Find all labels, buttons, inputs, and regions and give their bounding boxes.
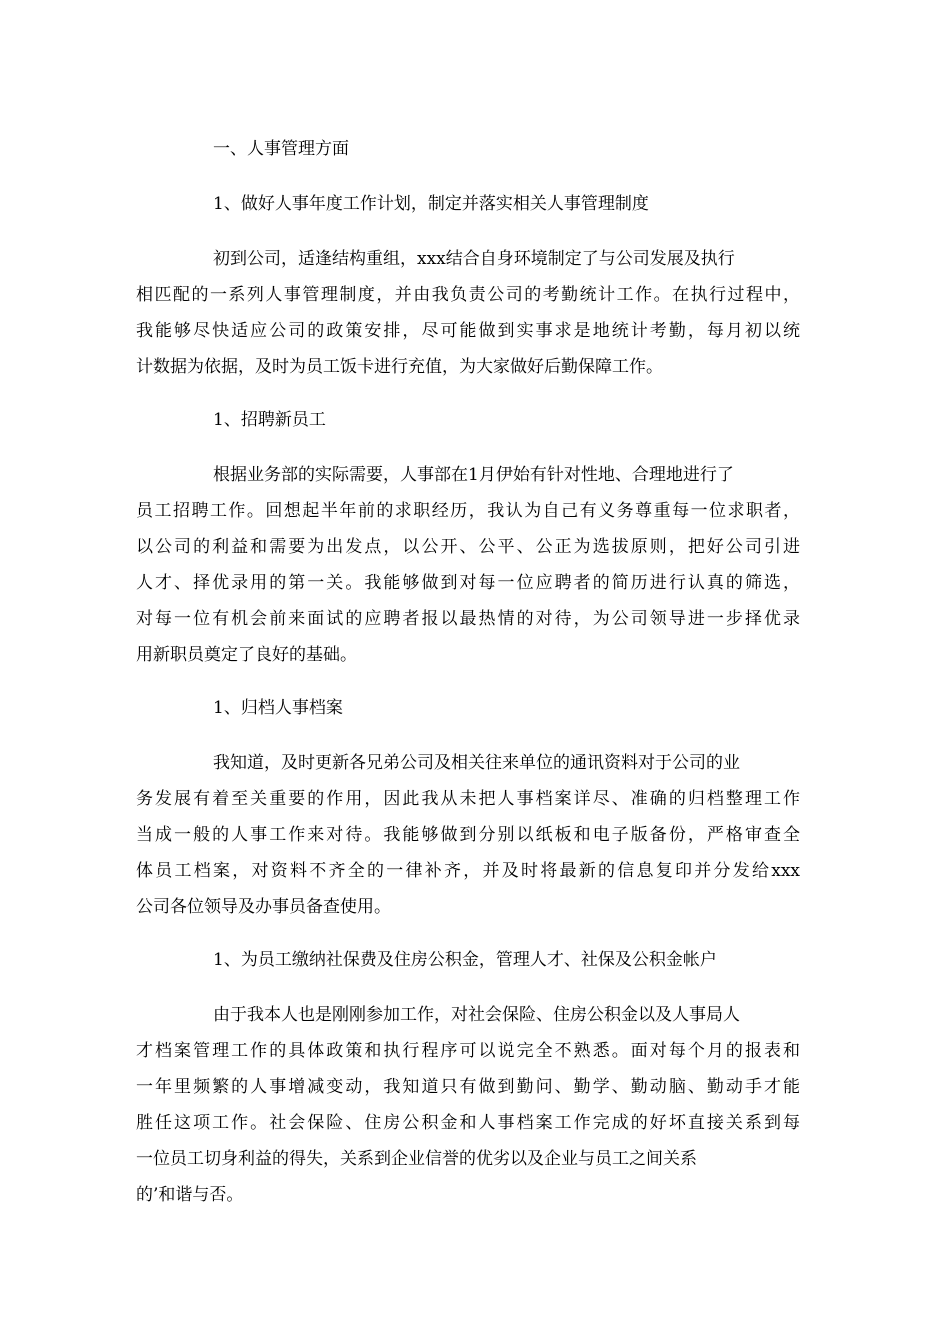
item-heading: 1、归档人事档案: [213, 698, 343, 718]
item-heading: 1、为员工缴纳社保费及住房公积金，管理人才、社保及公积金帐户: [213, 950, 717, 970]
paragraph-line: 一位员工切身利益的得失，关系到企业信誉的优劣以及企业与员工之间关系: [136, 1149, 697, 1169]
paragraph-line: 才档案管理工作的具体政策和执行程序可以说完全不熟悉。面对每个月的报表和: [136, 1041, 800, 1061]
paragraph-line: 计数据为依据，及时为员工饭卡进行充值，为大家做好后勤保障工作。: [136, 357, 663, 377]
paragraph-line: 的’和谐与否。: [136, 1185, 244, 1205]
paragraph-line: 当成一般的人事工作来对待。我能够做到分别以纸板和电子版备份，严格审查全: [136, 825, 800, 845]
paragraph-line: 以公司的利益和需要为出发点，以公开、公平、公正为选拔原则，把好公司引进: [136, 537, 800, 557]
item-heading: 1、招聘新员工: [213, 410, 326, 430]
item-heading: 1、做好人事年度工作计划，制定并落实相关人事管理制度: [213, 194, 649, 214]
paragraph-line: 公司各位领导及办事员备查使用。: [136, 897, 391, 917]
paragraph-line: 胜任这项工作。社会保险、住房公积金和人事档案工作完成的好坏直接关系到每: [136, 1113, 800, 1133]
paragraph-line: 对每一位有机会前来面试的应聘者报以最热情的对待，为公司领导进一步择优录: [136, 609, 800, 629]
paragraph-line: 用新职员奠定了良好的基础。: [136, 645, 357, 665]
paragraph-line: 相匹配的一系列人事管理制度，并由我负责公司的考勤统计工作。在执行过程中，: [136, 285, 800, 305]
paragraph-line: 根据业务部的实际需要，人事部在1月伊始有针对性地、合理地进行了: [213, 465, 734, 485]
paragraph-line: 务发展有着至关重要的作用，因此我从未把人事档案详尽、准确的归档整理工作: [136, 789, 800, 809]
paragraph-line: 我能够尽快适应公司的政策安排，尽可能做到实事求是地统计考勤，每月初以统: [136, 321, 800, 341]
paragraph-line: 体员工档案，对资料不齐全的一律补齐，并及时将最新的信息复印并分发给xxx: [136, 861, 800, 881]
paragraph-line: 我知道，及时更新各兄弟公司及相关往来单位的通讯资料对于公司的业: [213, 753, 740, 773]
section-heading: 一、人事管理方面: [213, 139, 349, 159]
paragraph-line: 一年里频繁的人事增减变动，我知道只有做到勤问、勤学、勤动脑、勤动手才能: [136, 1077, 800, 1097]
paragraph-line: 初到公司，适逢结构重组，xxx结合自身环境制定了与公司发展及执行: [213, 249, 735, 269]
paragraph-line: 员工招聘工作。回想起半年前的求职经历，我认为自己有义务尊重每一位求职者，: [136, 501, 800, 521]
paragraph-line: 人才、择优录用的第一关。我能够做到对每一位应聘者的简历进行认真的筛选，: [136, 573, 800, 593]
paragraph-line: 由于我本人也是刚刚参加工作，对社会保险、住房公积金以及人事局人: [213, 1005, 740, 1025]
